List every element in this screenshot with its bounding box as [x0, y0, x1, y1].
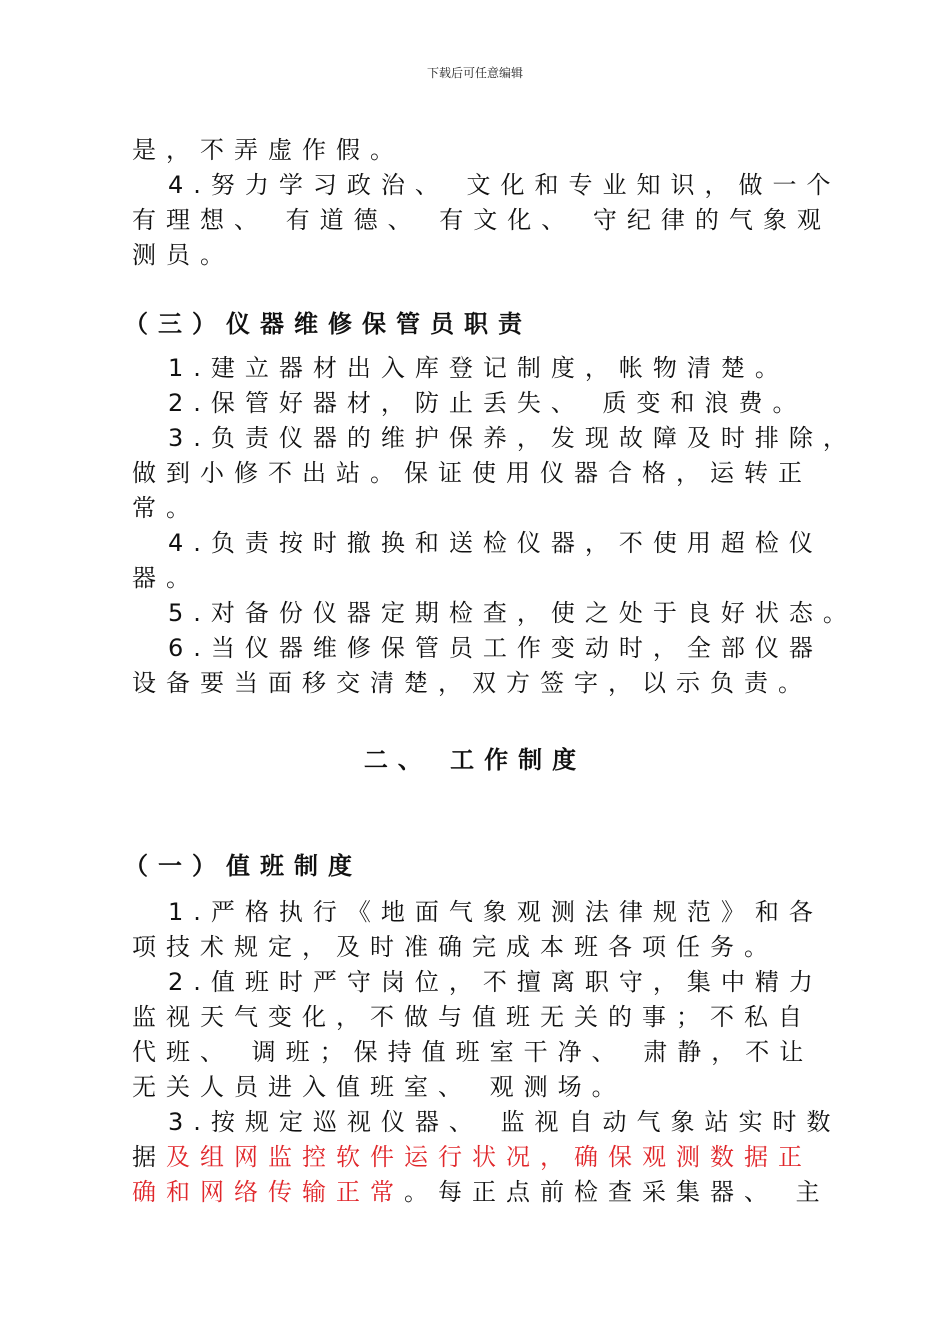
text-line: 代班、 调班；保持值班室干净、 肃静，不让: [132, 1038, 814, 1066]
text-line: [132, 1176, 830, 1208]
text-line: 2.值班时严守岗位，不擅离职守，集中精力: [168, 968, 823, 996]
highlighted-text: 及组网监控软件运行状况，确保观测数据正: [166, 1143, 812, 1171]
text-segment: 据: [132, 1143, 166, 1171]
text-line: 是，不弄虚作假。: [132, 136, 404, 164]
text-line: 器。: [132, 564, 200, 592]
subsection-heading: （三）仪器维修保管员职责: [124, 310, 532, 338]
text-line: 常。: [132, 494, 200, 522]
text-line: 2.保管好器材，防止丢失、 质变和浪费。: [168, 389, 807, 417]
text-line: 1.建立器材出入库登记制度，帐物清楚。: [168, 354, 789, 382]
section-title: 二、 工作制度: [363, 746, 587, 774]
page-header: 下载后可任意编辑: [426, 66, 523, 80]
text-line: 测员。: [132, 241, 234, 269]
text-line: 有理想、 有道德、 有文化、 守纪律的气象观: [132, 206, 831, 234]
text-line: 设备要当面移交清楚，双方签字，以示负责。: [132, 669, 812, 697]
highlighted-text: 确和网络传输正常: [132, 1178, 404, 1206]
text-line: 3.按规定巡视仪器、 监视自动气象站实时数: [168, 1108, 841, 1136]
text-line: 4.负责按时撤换和送检仪器，不使用超检仪: [168, 529, 823, 557]
subsection-heading: （一）值班制度: [124, 852, 362, 880]
text-segment: 。每正点前检查采集器、 主: [404, 1178, 830, 1206]
text-line: 4.努力学习政治、 文化和专业知识，做一个: [168, 171, 841, 199]
text-line: 项技术规定，及时准确完成本班各项任务。: [132, 933, 778, 961]
text-line: 6.当仪器维修保管员工作变动时，全部仪器: [168, 634, 823, 662]
text-line: 3.负责仪器的维护保养，发现故障及时排除，: [168, 424, 857, 452]
text-line: [132, 1141, 812, 1173]
text-line: 监视天气变化，不做与值班无关的事；不私自: [132, 1003, 812, 1031]
text-line: 5.对备份仪器定期检查，使之处于良好状态。: [168, 599, 857, 627]
text-line: 无关人员进入值班室、 观测场。: [132, 1073, 626, 1101]
text-line: 1.严格执行《地面气象观测法律规范》和各: [168, 898, 823, 926]
text-line: 做到小修不出站。保证使用仪器合格，运转正: [132, 459, 812, 487]
